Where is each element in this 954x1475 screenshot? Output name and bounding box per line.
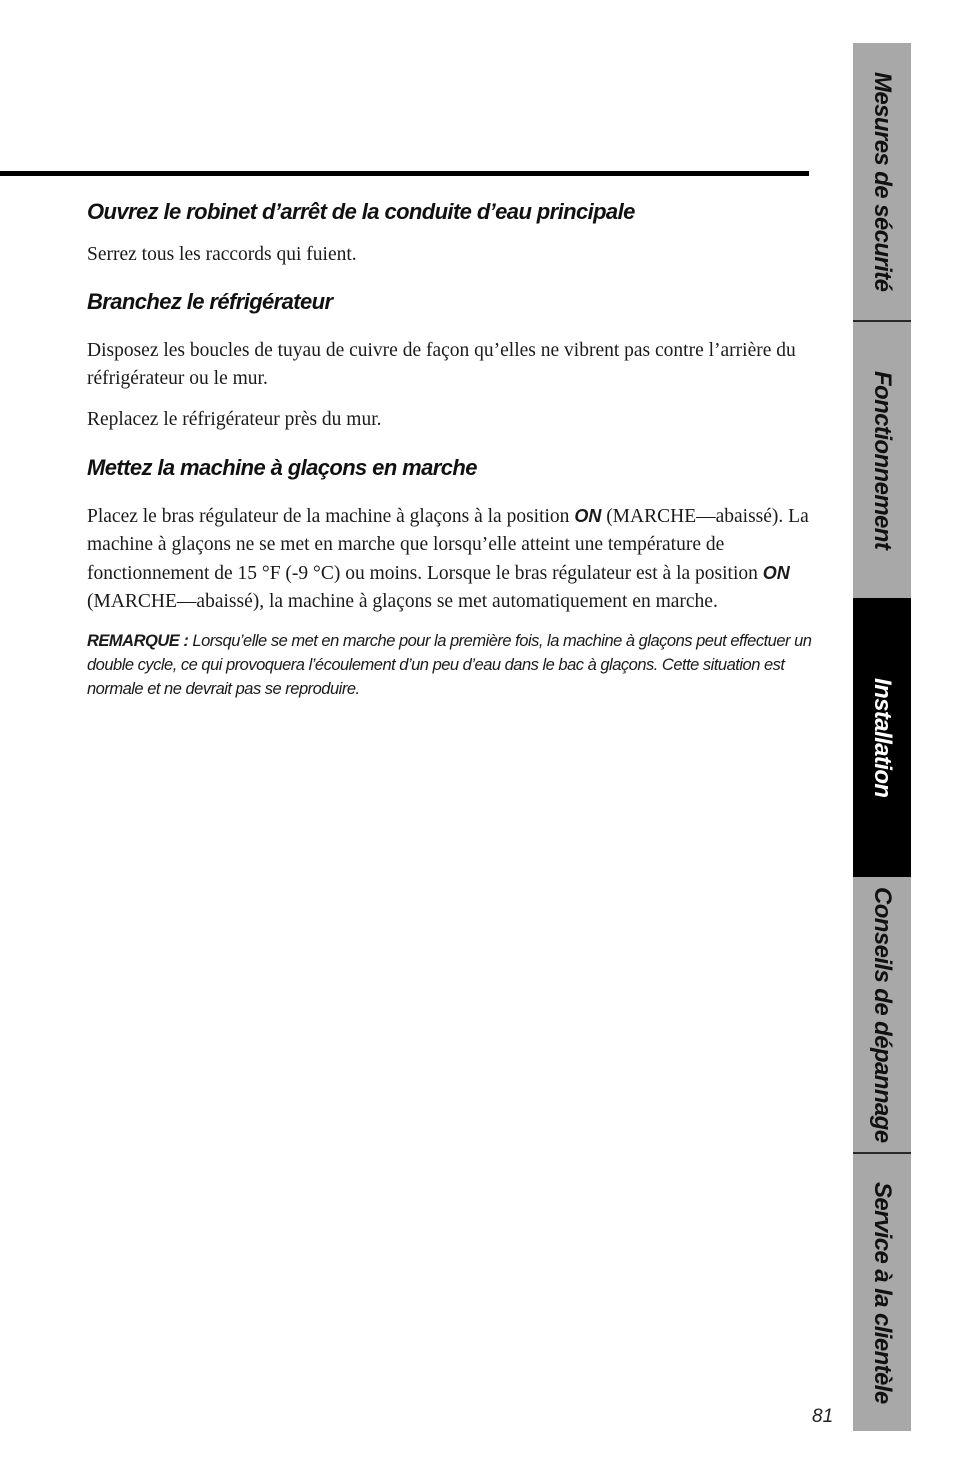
note-label: REMARQUE : bbox=[87, 632, 189, 650]
tab-label: Fonctionnement bbox=[869, 370, 896, 550]
on-label: ON bbox=[762, 563, 790, 583]
text-part: (MARCHE—abaissé). La machine à glaçons ne se met en marche que lorsqu’elle atteint une température de fonctionnement de 15 °F (-9 °C) ou moins. Lorsque le bras régulateur est à la position bbox=[87, 506, 809, 584]
note-remark bbox=[87, 629, 812, 701]
tab-label: Service à la clientèle bbox=[869, 1181, 896, 1404]
tab-operation[interactable] bbox=[853, 322, 911, 598]
header-rule bbox=[0, 171, 809, 176]
on-label: ON bbox=[574, 506, 602, 526]
tab-installation[interactable] bbox=[853, 598, 911, 877]
section-heading-water-valve: Ouvrez le robinet d’arrêt de la conduite d’eau principale bbox=[87, 199, 635, 224]
section-text-leaks: Serrez tous les raccords qui fuient. bbox=[87, 244, 357, 265]
section-text-copper-loops: Disposez les boucles de tuyau de cuivre de façon qu’elles ne vibrent pas contre l’arrière du réfrigérateur ou le mur. bbox=[87, 340, 796, 389]
page-number: 81 bbox=[812, 1406, 834, 1427]
side-tabs bbox=[853, 43, 911, 1431]
section-heading-ice-maker: Mettez la machine à glaçons en marche bbox=[87, 455, 477, 480]
tab-label: Installation bbox=[869, 677, 896, 798]
section-heading-plug-in: Branchez le réfrigérateur bbox=[87, 289, 333, 314]
page-content bbox=[87, 196, 812, 701]
text-part: (MARCHE—abaissé), la machine à glaçons se met automatiquement en marche. bbox=[87, 591, 718, 612]
note-text: Lorsqu’elle se met en marche pour la première fois, la machine à glaçons peut effectuer un double cycle, ce qui provoquera l’écoulement d’un peu d’eau dans le bac à glaçons. Cette situation est normale et ne devrait pas se reproduire. bbox=[87, 632, 812, 698]
tab-troubleshooting[interactable] bbox=[853, 877, 911, 1152]
text-part: Placez le bras régulateur de la machine à glaçons à la position bbox=[87, 506, 575, 527]
section-text-replace-fridge: Replacez le réfrigérateur près du mur. bbox=[87, 409, 382, 430]
tab-label: Mesures de sécurité bbox=[869, 71, 896, 292]
tab-safety[interactable] bbox=[853, 43, 911, 320]
tab-customer-service[interactable] bbox=[853, 1154, 911, 1431]
section-text-ice-maker bbox=[87, 502, 812, 616]
tab-label: Conseils de dépannage bbox=[869, 886, 896, 1143]
